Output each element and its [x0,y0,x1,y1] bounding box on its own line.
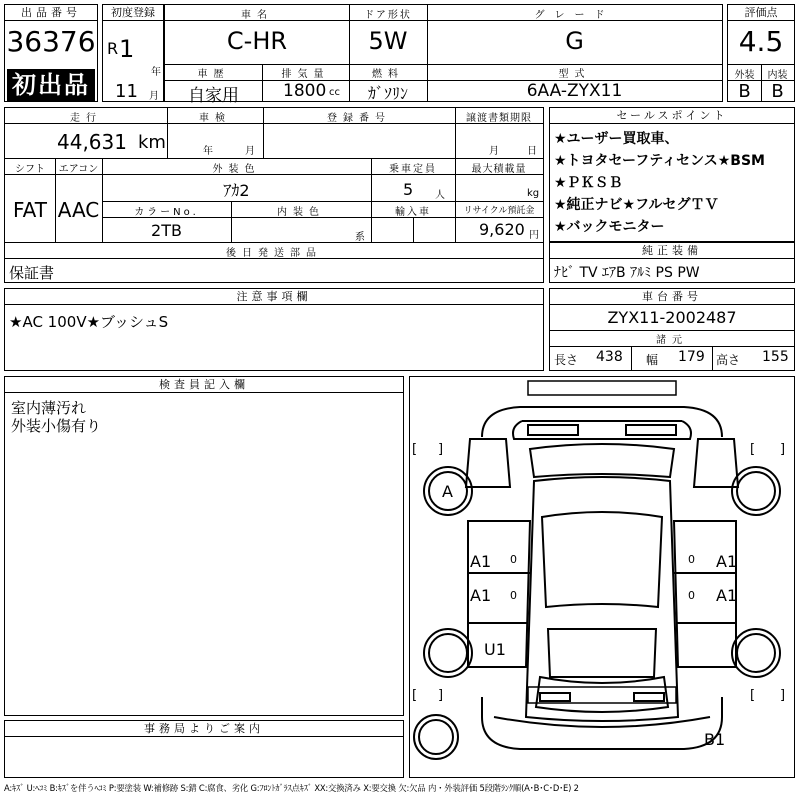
sales-point-4: ★純正ナビ★フルセグＴＶ [554,197,719,213]
bracket-open-rear-right: [ [750,688,756,703]
rear-right-door-handle: 0 [688,589,695,602]
transfer-label: 譲渡書類期限 [466,113,532,124]
width-value: 179 [678,349,705,365]
grade-value: G [565,27,584,55]
first-reg-box [102,4,164,102]
int-score: B [771,81,784,102]
inspector-box [4,376,404,716]
max-load-unit: kg [527,188,540,199]
mark-rear-right-door: A1 [716,586,738,605]
type-value: 6AA-ZYX11 [526,81,623,101]
door-value: 5W [368,27,408,55]
first-reg-month: 11 [115,81,138,102]
car-diagram [410,377,794,777]
capacity-unit: 人 [435,190,445,201]
transfer-day-unit: 日 [527,146,537,157]
bracket-close-rear-left: ] [438,688,444,703]
legend-text: A:ｷｽﾞ U:ﾍｺﾐ B:ｷｽﾞを伴うﾍｺﾐ P:要塗装 W:補修跡 S:錆 C:腐食、劣化 G:ﾌﾛﾝﾄｶﾞﾗｽ点ｷｽﾞ XX:交換済み X:要交換 欠:欠品 内・外装評価 5段階ﾗﾝｸ順(A･B･C･D･E) 2 [4,783,579,793]
score-value: 4.5 [738,25,784,58]
notes-label: 注意事項欄 [5,289,543,305]
displacement-label: 排気量 [281,69,330,80]
mileage-value: 44,631 [57,130,127,154]
shift-label: シフト [15,164,45,175]
bracket-close-front-left: ] [438,442,444,457]
displacement-unit: cc [329,87,340,98]
capacity-label: 乗車定員 [389,164,437,175]
details-box [4,107,544,283]
model-value: C-HR [226,27,288,55]
mark-front-right-door: A1 [716,552,738,571]
office-label: 事務局よりご案内 [5,721,403,737]
first-reg-year: 1 [119,35,135,63]
inspection-label: 車検 [199,113,231,124]
recycle-label: リサイクル預託金 [463,206,535,216]
bracket-open-front-left: [ [412,442,418,457]
mark-rear-left-door: A1 [470,586,492,605]
ext-color-label: 外装色 [212,164,261,175]
int-score-label: 内装 [767,70,788,81]
equipment-value: ﾅﾋﾞ TV ｴｱB ｱﾙﾐ PS PW [554,265,700,281]
sales-point-5: ★バックモニター [554,219,665,235]
notes-value: ★AC 100V★ブッシュS [9,313,169,331]
score-box [727,4,795,102]
mileage-unit: km [138,132,166,153]
ext-color-value: ｱｶ2 [223,181,250,200]
first-reg-era: R [107,39,119,58]
lot-label: 出品番号 [5,5,97,21]
type-label: 型式 [558,69,591,80]
first-reg-year-unit: 年 [151,67,161,78]
capacity-value: 5 [403,180,414,199]
equipment-box [549,242,795,283]
import-label: 輸入車 [395,207,431,218]
bracket-close-front-right: ] [780,442,786,457]
front-right-door-handle: 0 [688,553,695,566]
chassis-label: 車台番号 [550,289,794,305]
bracket-open-front-right: [ [750,442,756,457]
sales-points-label: セールスポイント [550,108,794,124]
recycle-value: 9,620 [479,220,525,239]
mileage-label: 走行 [70,113,102,124]
dims-label: 諸元 [656,335,688,346]
model-label: 車名 [241,10,273,21]
length-label: 長さ [554,353,579,367]
equipment-label: 純正装備 [550,243,794,259]
inspector-line-1: 室内薄汚れ [11,399,87,417]
mark-front-left-wheel: A [442,482,453,501]
displacement-value: 1800 [283,81,327,101]
height-value: 155 [762,349,789,365]
chassis-box [549,288,795,371]
color-no-label: カラーNo. [134,207,199,218]
later-parts-value: 保証書 [9,264,55,282]
mark-front-left-door: A1 [470,552,492,571]
reg-no-label: 登録番号 [327,113,391,124]
length-value: 438 [596,349,623,365]
history-value: 自家用 [188,86,239,106]
ext-score: B [738,81,751,102]
later-parts-label: 後日発送部品 [226,248,322,259]
history-label: 車歴 [197,69,230,80]
inspection-month-unit: 月 [245,146,255,157]
transfer-month-unit: 月 [489,146,499,157]
inspector-label: 検査員記入欄 [5,377,403,393]
mark-rear-left-fender: U1 [484,640,506,659]
int-color-label: 内装色 [277,207,325,218]
fuel-value: ｶﾞｿﾘﾝ [367,84,408,103]
bracket-close-rear-right: ] [780,688,786,703]
ac-value: AAC [57,198,100,222]
chassis-value: ZYX11-2002487 [607,308,737,327]
bracket-open-rear-left: [ [412,688,418,703]
inspection-year-unit: 年 [203,146,213,157]
sales-points-box [549,107,795,242]
office-box [4,720,404,778]
first-listing-badge: 初出品 [7,69,95,101]
sales-point-3: ★ＰＫＳＢ [554,175,623,191]
lot-box [4,4,98,102]
score-label: 評価点 [728,5,794,21]
sales-point-2: ★トヨタセーフティセンス★BSM [554,153,765,169]
damage-diagram-box [409,376,795,778]
ext-score-label: 外装 [734,70,755,81]
main-info-box [164,4,723,106]
inspector-line-2: 外装小傷有り [11,417,102,435]
mark-rear-bumper: B1 [704,730,726,749]
max-load-label: 最大積載量 [471,164,527,175]
notes-box [4,288,544,371]
rear-left-door-handle: 0 [510,589,517,602]
recycle-unit: 円 [529,230,539,241]
int-color-unit: 系 [355,232,365,243]
fuel-label: 燃料 [372,69,404,80]
shift-value: FAT [12,198,47,222]
door-label: ドア形状 [364,10,412,21]
ac-label: エアコン [58,164,99,175]
sales-point-1: ★ユーザー買取車、 [554,131,679,147]
lot-number: 36376 [6,25,96,58]
width-label: 幅 [646,353,659,367]
grade-label: グレード [534,10,615,21]
first-reg-month-unit: 月 [149,91,159,102]
front-left-door-handle: 0 [510,553,517,566]
first-reg-label: 初度登録 [103,5,163,21]
color-no-value: 2TB [151,221,182,240]
height-label: 高さ [716,353,741,367]
